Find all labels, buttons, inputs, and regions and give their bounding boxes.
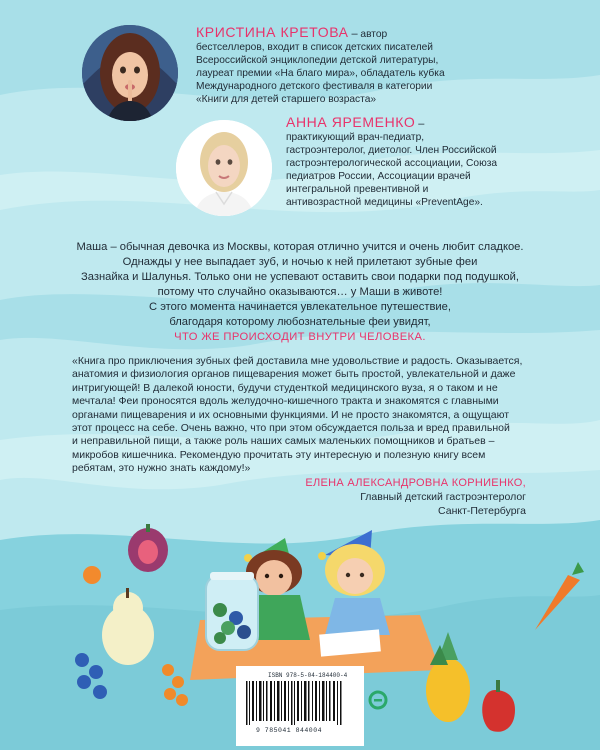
author-name: КРИСТИНА КРЕТОВА xyxy=(196,24,349,40)
author-bio-line: Международного детского фестиваля в категории xyxy=(196,81,433,92)
signature-city: Санкт-Петербурга xyxy=(438,505,526,517)
publisher-logo-icon xyxy=(368,690,388,710)
signature-title: Главный детский гастроэнтеролог xyxy=(360,491,526,503)
review-line: и неправильной пищи, а также роль наших самых маленьких помощников и братьев – xyxy=(72,435,495,448)
barcode-bars xyxy=(246,681,344,725)
author-photo-kretova xyxy=(82,25,178,121)
review-line: анатомия и физиология органов пищеварения может быть простой, увлекательной и даже xyxy=(72,368,516,381)
review-line: микробов кишечника. Рекомендую прочитать эту интересную и полезную книгу всем xyxy=(72,448,486,461)
author-bio-line: интегральной превентивной и xyxy=(286,184,429,195)
review-quote xyxy=(72,355,532,476)
author-bio-line: антивозрастной медицины «PreventAge». xyxy=(286,197,483,208)
author-bio-line: бестселлеров, входит в список детских писателей xyxy=(196,42,433,53)
fig-illustration xyxy=(128,524,168,572)
author-bio-line: гастроэнтеролог, диетолог. Член Российской xyxy=(286,145,497,156)
signature-name: ЕЛЕНА АЛЕКСАНДРОВНА КОРНИЕНКО, xyxy=(305,477,526,489)
review-line: этот процесс на себе. Очень важно, что при этом обсуждается польза и вред правильной xyxy=(72,422,510,435)
description-line: благодаря которому любознательные феи увидят, xyxy=(169,316,431,328)
review-line: органами пищеварения и их основными функциями. И не просто знакомятся, а ощущают xyxy=(72,408,510,421)
isbn-text: ISBN 978-5-04-184400-4 xyxy=(268,672,348,679)
author-bio-line: Всероссийской энциклопедии детской литературы, xyxy=(196,55,439,66)
author-bio-yaremenko: АННА ЯРЕМЕНКО – практикующий врач-педиатр, гастроэнтеролог, диетолог. Член Российской гастроэнтерологической ассоциации, Союза педиатров России, Ассоциации врачей интегральной превентивной и антивозрастной медицины «PreventAge». xyxy=(286,116,516,209)
author-bio-kretova: КРИСТИНА КРЕТОВА – автор бестселлеров, входит в список детских писателей Всероссийской энциклопедии детской литературы, лауреат премии «На благо мира», обладатель кубка Международного детского фестиваля в категории «Книги для детей старшего возраста» xyxy=(196,26,486,106)
description-line: Зазнайка и Шалунья. Только они не успевают оставить свои подарки под подушкой, xyxy=(81,271,519,283)
review-signature xyxy=(305,476,526,518)
review-line: ребятам, это нужно знать каждому!» xyxy=(72,462,251,475)
book-description xyxy=(30,240,570,345)
review-line: «Книга про приключения зубных фей доставила мне удовольствие и радость. Оказывается, xyxy=(72,355,523,367)
author-bio-line: гастроэнтерологической ассоциации, Союза xyxy=(286,158,498,169)
description-line: С этого момента начинается увлекательное путешествие, xyxy=(149,301,451,313)
author-name: АННА ЯРЕМЕНКО xyxy=(286,114,416,130)
barcode-number: 9 785041 844004 xyxy=(256,727,323,734)
review-line: интригующей! В далекой юности, будучи студенткой медицинского вуза, я о таком и не xyxy=(72,381,498,394)
author-bio-line: лауреат премии «На благо мира», обладатель кубка xyxy=(196,68,445,79)
author-bio-line: педиатров России, Ассоциации врачей xyxy=(286,171,471,182)
pear-illustration xyxy=(102,588,154,665)
author-photo-yaremenko xyxy=(176,120,272,216)
author-bio-line: практикующий врач-педиатр, xyxy=(286,132,425,143)
description-line: Однажды у нее выпадает зуб, и ночью к ней прилетают зубные феи xyxy=(122,256,478,268)
description-line: потому что случайно оказываются… у Маши в животе! xyxy=(157,286,443,298)
review-line: мечтала! Феи проносятся вдоль желудочно-кишечного тракта и знакомятся с главными xyxy=(72,395,499,408)
description-highlight: ЧТО ЖЕ ПРОИСХОДИТ ВНУТРИ ЧЕЛОВЕКА. xyxy=(174,331,426,343)
author-bio-line: «Книги для детей старшего возраста» xyxy=(196,94,377,105)
description-line: Маша – обычная девочка из Москвы, которая отлично учится и очень любит сладкое. xyxy=(76,241,524,253)
